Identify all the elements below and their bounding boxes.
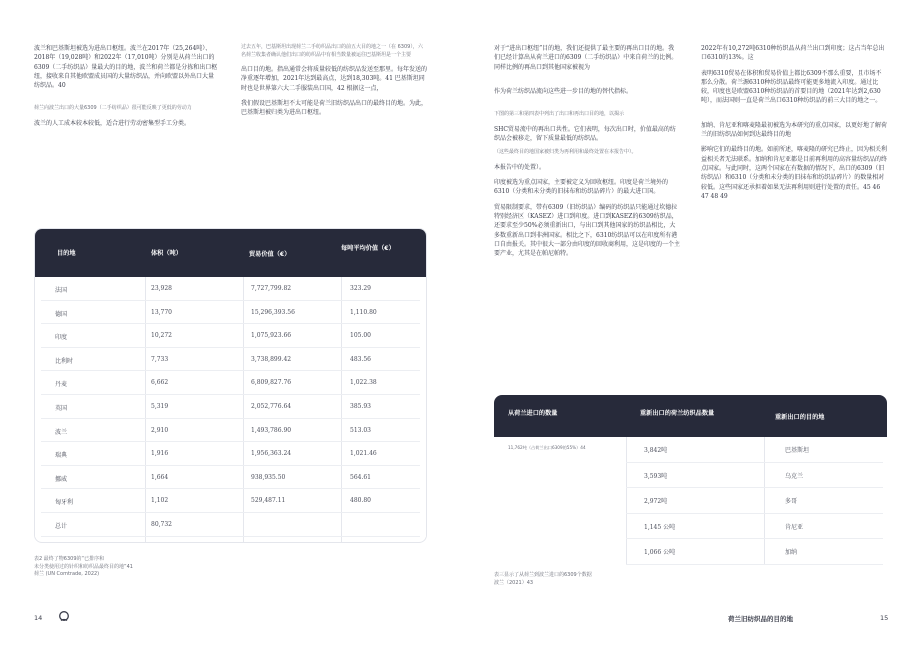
side-note: 过去五年，巴基斯坦出现荷兰二手纺织品出口的前五大目的地之一（在 6309），六名荷兰收集者确认他们出口的纺织品中有相当数量被运往巴基斯坦是一个主要 xyxy=(241,44,423,58)
table-row: 3,593吨 乌克兰 xyxy=(494,463,887,489)
paragraph: 影响它们的最终目的地。如前所述，喀麦隆的研究已终止，因为相关利益相关者无法联系。加纳和肯尼亚都是目前再利用的高容量纺织品的终点国家。与此同时，这两个国家在有数据的情况下，出口的6309（旧纺织品）和6310（分类和未分类的旧抹布和纺织品碎片）的数量相对较低。这些国家还承担着如果无法再利用则进行处置的责任。45 46 47 48 49 xyxy=(701,146,888,200)
table-row: 比利时 7,733 3,738,899.42 483.56 xyxy=(35,348,426,372)
paragraph: 印度被选为重点国家，主要被定义为回收枢纽。印度是荷兰境外的6310（分类和未分类的旧抹布和纺织品碎片）的最大进口国。 xyxy=(494,179,669,196)
side-note: 下图的第三和第四表中列出了出口和再出口目的地，以揭示 xyxy=(494,111,625,118)
table-row: 1,145 公吨 肯尼亚 xyxy=(494,514,887,540)
paragraph: 波兰的人工成本较本较低，适合进行劳动密集型手工分类。 xyxy=(34,119,191,127)
table-body xyxy=(35,277,426,537)
left-column-1 xyxy=(34,44,219,134)
header-reexport-volume: 重新出口的荷兰纺织品数量 xyxy=(640,410,715,417)
paragraph: 2022年有10,272吨6310种纺织品从荷兰出口到印度；这占当年总出口6310的13%。这 xyxy=(701,45,885,62)
table-row-total: 总计 80,732 xyxy=(35,513,426,537)
table-row: 波兰 2,910 1,493,786.90 513.03 xyxy=(35,419,426,443)
table-row: 挪威 1,664 938,935.50 564.61 xyxy=(35,466,426,490)
table-row: 匈牙利 1,102 529,487.11 480.80 xyxy=(35,489,426,513)
table-row: 2,972吨 多哥 xyxy=(494,488,887,514)
paragraph: 我们假设巴基斯坦不太可能是荷兰旧纺织品出口的最终目的地。为此，巴基斯坦被归类为进出口枢纽。 xyxy=(241,99,428,117)
paragraph: 作为荷兰纺织品流向这些进一步目的地的替代指标。 xyxy=(494,87,633,95)
logo-icon xyxy=(58,610,70,622)
table-row: 法国 23,928 7,727,799.82 323.29 xyxy=(35,277,426,301)
import-note: 11,762吨（占荷兰出口6309的55%）44 xyxy=(508,445,586,450)
side-note: （这些最终目的地国家被归类为再利用和最终处置在本报告中）。 xyxy=(494,149,637,156)
header-avg-value: 每吨平均价值（€） xyxy=(341,245,395,252)
table-row: 丹麦 6,662 6,809,827.76 1,022.38 xyxy=(35,371,426,395)
left-column-2 xyxy=(241,44,427,123)
paragraph: 对于“进出口枢纽”目的地，我们还提供了最主要的再出口目的地。我们已经计算出从荷兰进口的6309（二手纺织品）中来自荷兰的比例。同样比例的再出口到其他国家被视为 xyxy=(494,45,678,71)
paragraph: 表明6310贸易在体积和贸易价值上都比6309不那么重要，且市场不那么分散。荷兰源6310种纺织品最终可能更多地流入印度。通过比较，印度也是欧盟6310种纺织品的首要目的地（2021年达到2,630吨），而法国则一直是荷兰出口6310种纺织品的前三大目的地之一。 xyxy=(701,69,882,105)
table-header xyxy=(35,229,426,277)
page-number-right: 15 xyxy=(880,614,889,622)
paragraph: 本报告中的处置）。 xyxy=(494,163,546,171)
paragraph: 波兰和巴基斯坦被选为进出口枢纽。波兰在2017年（25,264吨）、2018年（19,028吨）和2022年（17,010吨）分别是从荷兰出口的6309（二手纺织品）量最大的目的地，波兰和荷兰都是分拣和出口枢纽，接收来自其他欧盟成员国的大量纺织品，并向欧盟以外出口大量纺织品。40 xyxy=(34,45,218,90)
paragraph: 加纳、肯尼亚和喀麦隆最初被选为本研究的重点国家，以更好地了解荷兰的旧纺织品如何到达最终目的地 xyxy=(701,121,888,139)
table-row: 德国 13,770 15,296,393.56 1,110.80 xyxy=(35,301,426,325)
paragraph: SHC贸易流中的再出口共性。它们表明，每次出口时，价值最高的纺织品会被移走，留下质量最低的纺织品。 xyxy=(494,125,676,142)
header-reexport-destination: 重新出口的目的地 xyxy=(775,414,825,421)
destination-table xyxy=(34,228,427,543)
table-caption: 表2 最终了物6309的“已排序和 未分类使用过的针织和纺织品最终目的地”41 荷兰 (UN Comtrade, 2022) xyxy=(34,556,133,577)
right-column-2 xyxy=(701,44,887,207)
paragraph: 贸易限制要求，带有6309（旧纺织品）编码的纺织品只能通过坎德拉特别经济区（KASEZ）进口到印度。进口到KASEZ的6309纺织品，还要求至少50%必须重新出口，与出口到其他国家的纺织品相比，大多数重新出口到非洲国家。相比之下，6310纺织品可以在印度所有港口自由报关。其中很大一部分由印度的回收商利用，这是印度的一个主要产业，尤其是在帕尼帕特。 xyxy=(494,203,681,258)
table-header xyxy=(494,395,887,437)
page-number-left: 14 xyxy=(34,614,43,622)
table-row: 1,066 公吨 加纳 xyxy=(494,539,887,565)
reexport-table xyxy=(494,395,887,565)
table-row: 3,842吨 巴基斯坦 xyxy=(494,437,887,463)
table-caption: 表三显示了从荷兰到波兰进口的6309个数据 波兰（2021）43 xyxy=(494,572,592,586)
header-import-volume: 从荷兰进口的数量 xyxy=(508,410,558,417)
table-row: 印度 10,272 1,075,923.66 105.00 xyxy=(35,324,426,348)
header-volume: 体积（吨） xyxy=(151,250,182,257)
header-destination: 目的地 xyxy=(57,250,76,257)
footer-title: 荷兰旧纺织品的目的地 xyxy=(728,615,793,623)
table-row: 英国 5,319 2,052,776.64 385.93 xyxy=(35,395,426,419)
table-row: 瑞典 1,916 1,956,363.24 1,021.46 xyxy=(35,442,426,466)
paragraph: 出口目的地。指出通常会将质量较低的纺织品发送至那里。每年发送的净重逐年增加，2021年达到最高点，达到18,303吨。41 巴基斯坦同时也是世界第六大二手服装出口国，42 根据这一点， xyxy=(241,66,428,92)
right-column-1 xyxy=(494,44,680,264)
side-note: 荷兰向波兰出口的大量6309（二手纺织品）很可能反映了更低的劳动力 xyxy=(34,105,192,112)
header-trade-value: 贸易价值（€） xyxy=(249,251,291,258)
table-body xyxy=(494,437,887,565)
